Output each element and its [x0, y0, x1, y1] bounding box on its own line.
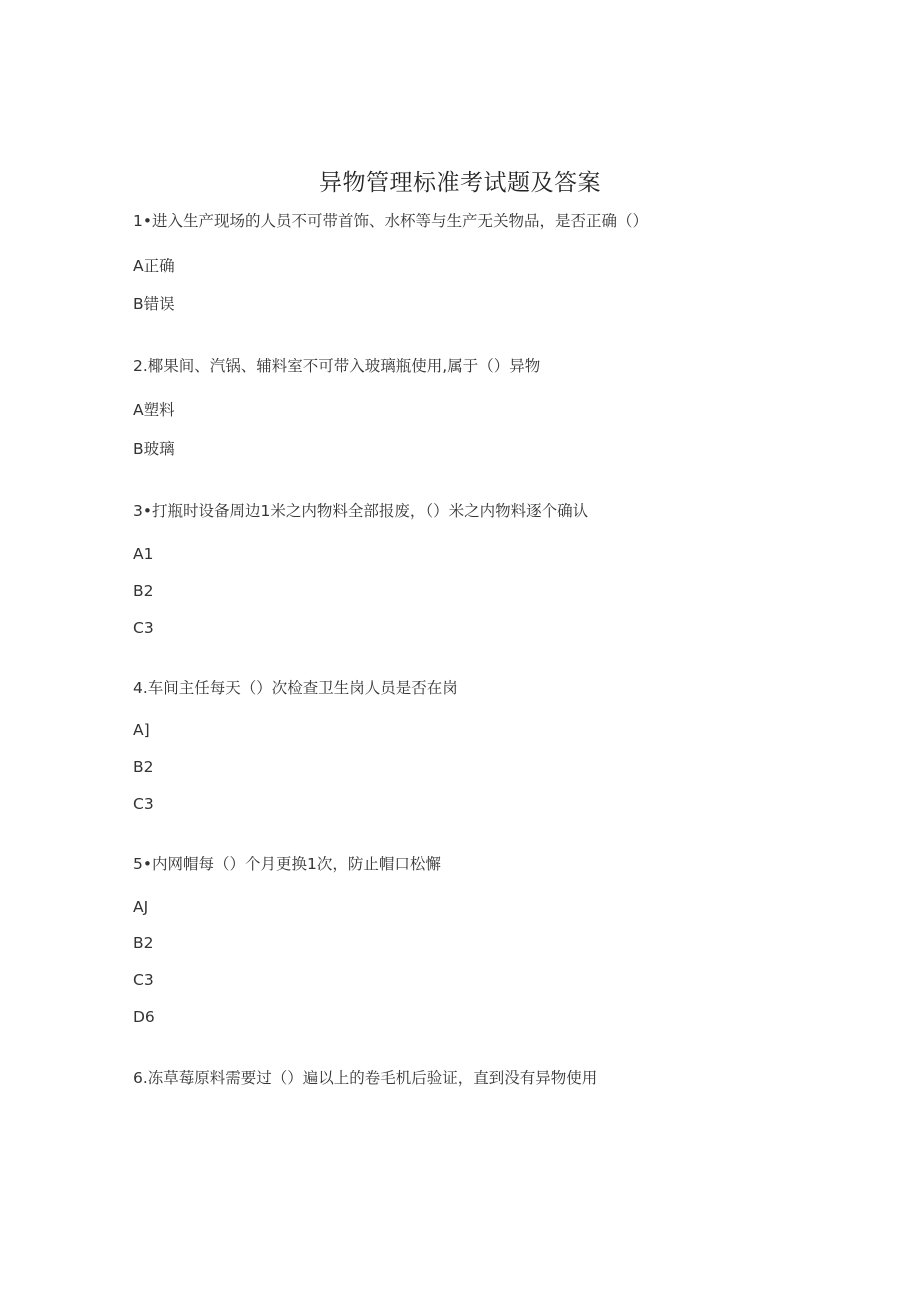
question-1-text: 1•进入生产现场的人员不可带首饰、水杯等与生产无关物品，是否正确（）	[133, 212, 649, 230]
question-3-text: 3•打瓶时设备周边1米之内物料全部报废，（）米之内物料逐个确认	[133, 502, 589, 520]
question-1-option-b: B错误	[133, 295, 175, 313]
page-title: 异物管理标准考试题及答案	[319, 170, 601, 196]
question-5-option-a: AJ	[133, 898, 149, 916]
question-4-text: 4.车间主任每天（）次检查卫生岗人员是否在岗	[133, 679, 458, 697]
question-1-option-a: A正确	[133, 257, 175, 275]
question-2-option-b: B玻璃	[133, 440, 175, 458]
question-4-option-c: C3	[133, 795, 154, 813]
question-5-option-b: B2	[133, 934, 154, 952]
question-6-text: 6.冻草莓原料需要过（）遍以上的卷毛机后验证，直到没有异物使用	[133, 1069, 598, 1087]
question-2-text: 2.椰果间、汽锅、辅料室不可带入玻璃瓶使用,属于（）异物	[133, 357, 541, 375]
question-5-option-d: D6	[133, 1008, 155, 1026]
question-4-option-b: B2	[133, 758, 154, 776]
question-4-option-a: A]	[133, 721, 150, 739]
question-3-option-b: B2	[133, 582, 154, 600]
question-3-option-c: C3	[133, 619, 154, 637]
question-5-text: 5•内网帽每（）个月更换1次，防止帽口松懈	[133, 855, 441, 873]
question-2-option-a: A塑料	[133, 401, 175, 419]
question-3-option-a: A1	[133, 545, 154, 563]
question-5-option-c: C3	[133, 971, 154, 989]
